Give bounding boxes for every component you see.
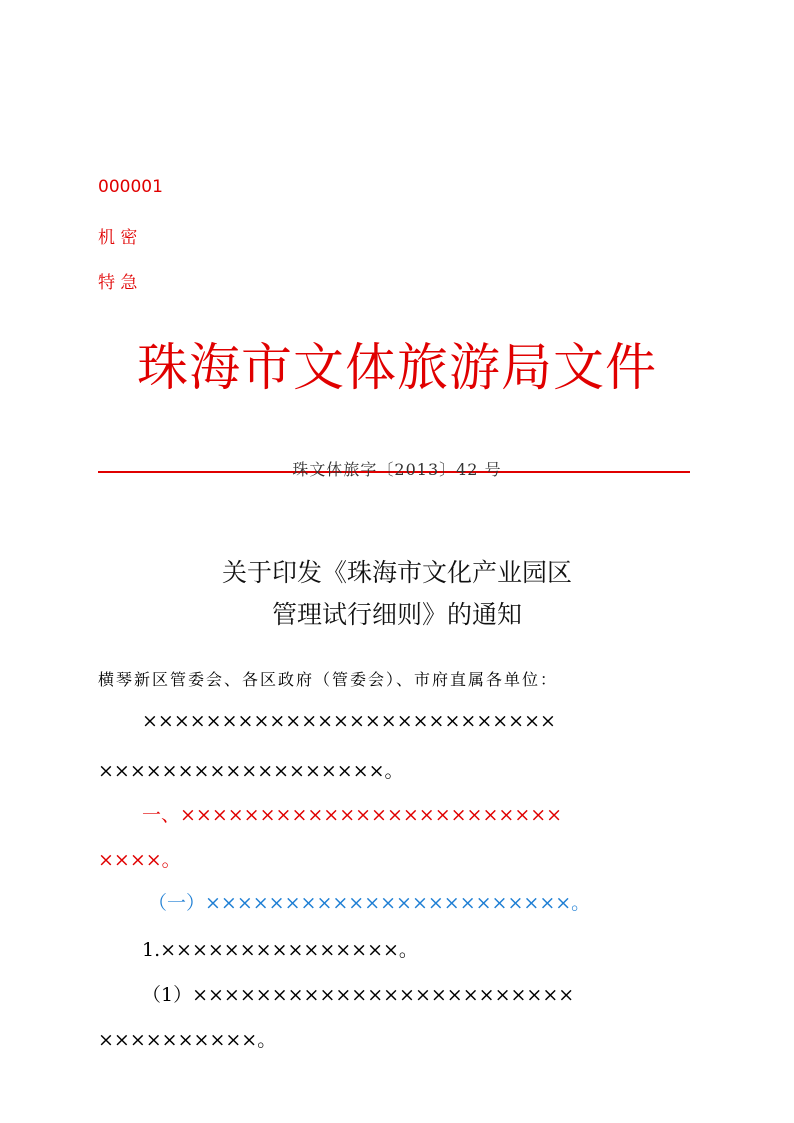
- paragraph-1-line-2: ××××××××××××××××××。: [98, 760, 404, 782]
- document-title-line-2: 管理试行细则》的通知: [271, 600, 522, 629]
- document-title-line-1: 关于印发《珠海市文化产业园区: [221, 558, 572, 587]
- heading-level-1-line-2: ××××。: [98, 849, 181, 871]
- document-serial-number: 000001: [98, 177, 163, 197]
- heading-level-2: （一）×××××××××××××××××××××××。: [148, 892, 591, 914]
- issue-reference-number: 珠文体旅字〔2013〕42 号: [292, 460, 502, 479]
- urgency-label: 特 急: [98, 273, 138, 293]
- paragraph-1-line-1: ××××××××××××××××××××××××××: [142, 710, 556, 732]
- numbered-item-1: 1.×××××××××××××××。: [142, 939, 418, 961]
- heading-level-1-line-1: 一、××××××××××××××××××××××××: [142, 804, 563, 826]
- masthead-title: 珠海市文体旅游局文件: [136, 339, 657, 398]
- subitem-1-line-2: ××××××××××。: [98, 1029, 277, 1051]
- recipients-line: 横琴新区管委会、各区政府（管委会）、市府直属各单位：: [98, 670, 559, 689]
- subitem-1-line-1: （1）××××××××××××××××××××××××: [142, 984, 575, 1006]
- secret-level-label: 机 密: [98, 228, 138, 248]
